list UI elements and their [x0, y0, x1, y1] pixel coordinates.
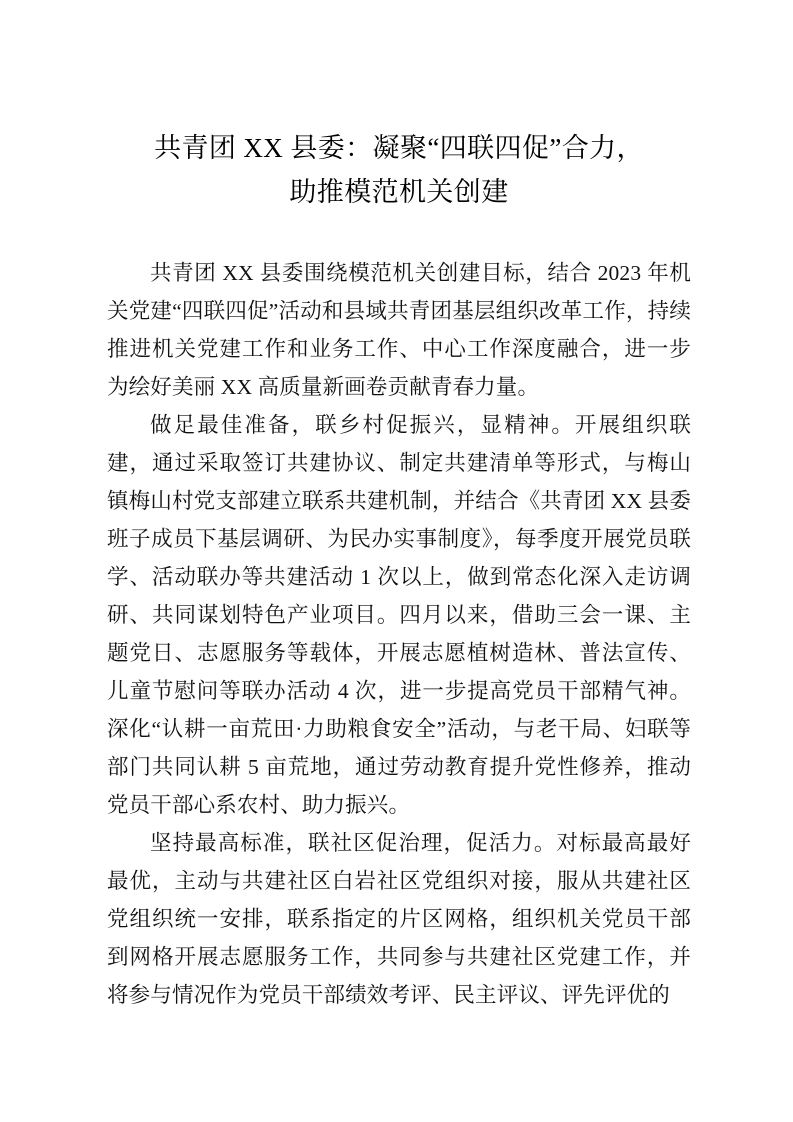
page-title-line-2: 助推模范机关创建 [289, 177, 509, 207]
document-content-area [107, 0, 691, 1014]
paragraph-1: 共青团 XX 县委围绕模范机关创建目标，结合 2023 年机关党建“四联四促”活动和县域共青团基层组织改革工作，持续推进机关党建工作和业务工作、中心工作深度融合，进一步为绘好美丽 XX 高质量新画卷贡献青春力量。 [107, 261, 691, 399]
paragraph-3: 坚持最高标准，联社区促治理，促活力。对标最高最好最优，主动与共建社区白岩社区党组织对接，服从共建社区党组织统一安排，联系指定的片区网格，组织机关党员干部到网格开展志愿服务工作，共同参与共建社区党建工作，并将参与情况作为党员干部绩效考评、民主评议、评先评优的 [107, 831, 691, 1007]
page-title [107, 0, 691, 212]
page-title-line-1: 共青团 XX 县委：凝聚“四联四促”合力， [154, 133, 644, 163]
paragraph-2: 做足最佳准备，联乡村促振兴，显精神。开展组织联建，通过采取签订共建协议、制定共建清单等形式，与梅山镇梅山村党支部建立联系共建机制，并结合《共青团 XX 县委班子成员下基层调研、为民办实事制度》，每季度开展党员联学、活动联办等共建活动 1 次以上，做到常态化深入走访调研、共同谋划特色产业项目。四月以来，借助三会一课、主题党日、志愿服务等载体，开展志愿植树造林、普法宣传、儿童节慰问等联办活动 4 次，进一步提高党员干部精气神。深化“认耕一亩荒田·力助粮食安全”活动，与老干局、妇联等部门共同认耕 5 亩荒地，通过劳动教育提升党性修养，推动党员干部心系农村、助力振兴。 [107, 413, 691, 817]
document-body [107, 254, 691, 1014]
